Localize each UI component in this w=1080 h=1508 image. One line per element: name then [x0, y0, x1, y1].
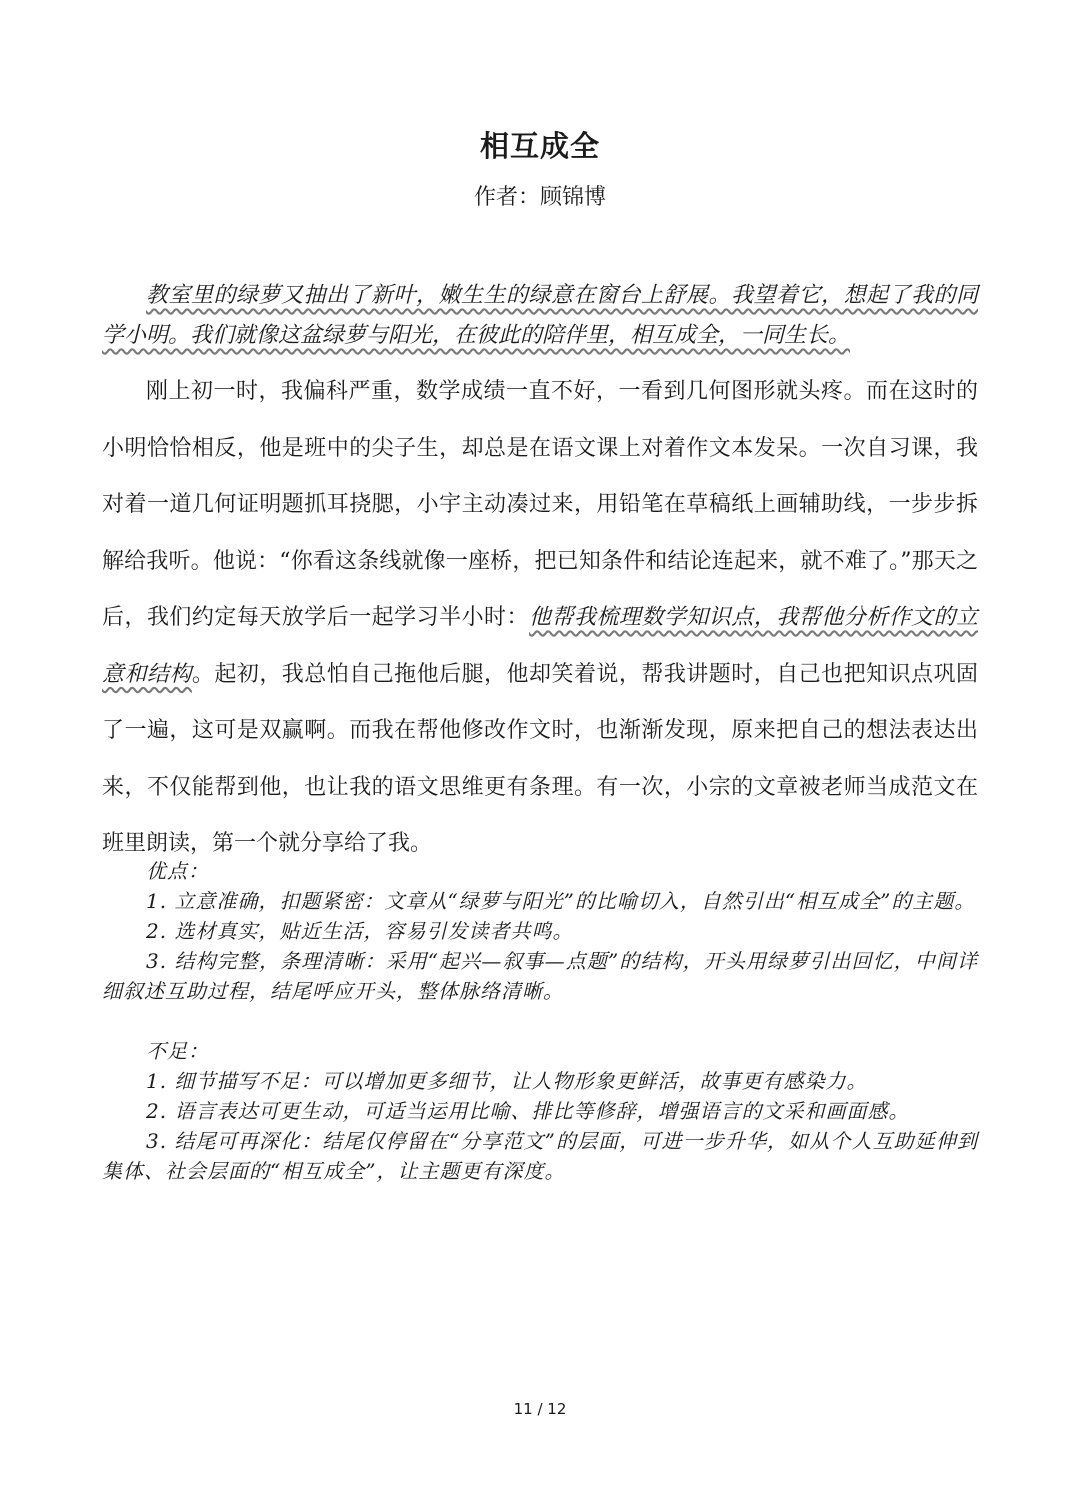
- strength-item-3: 3. 结构完整，条理清晰：采用“起兴—叙事—点题”的结构，开头用绿萝引出回忆，中间详细叙述互助过程，结尾呼应开头，整体脉络清晰。: [102, 949, 978, 1003]
- essay-body: [102, 276, 978, 873]
- strength-item-1: 1. 立意准确，扣题紧密：文章从“绿萝与阳光”的比喻切入，自然引出“相互成全”的主题。: [146, 889, 976, 913]
- section-gap: [102, 1006, 978, 1036]
- review-section: [102, 856, 978, 1186]
- body-highlight: 他帮我梳理数学知识点，我帮他分析作文的立意和结构: [102, 605, 978, 687]
- essay-author: 作者：顾锦博: [473, 185, 606, 210]
- intro-paragraph: [102, 276, 978, 356]
- intro-highlight: 教室里的绿萝又抽出了新叶，嫩生生的绿意在窗台上舒展。我望着它，想起了我的同学小明。我们就像这盆绿萝与阳光，在彼此的陪伴里，相互成全，一同生长。: [102, 283, 978, 348]
- weakness-item-3: 3. 结尾可再深化：结尾仅停留在“分享范文”的层面，可进一步升华，如从个人互助延伸到集体、社会层面的“相互成全”，让主题更有深度。: [102, 1129, 978, 1183]
- page-number: 11 / 12: [513, 1400, 567, 1418]
- weakness-item-2: 2. 语言表达可更生动，可适当运用比喻、排比等修辞，增强语言的文采和画面感。: [146, 1099, 910, 1123]
- strengths-heading: 优点：: [146, 859, 209, 883]
- weaknesses-heading: 不足：: [146, 1039, 209, 1063]
- main-paragraph: [102, 364, 978, 873]
- weakness-item-1: 1. 细节描写不足：可以增加更多细节，让人物形象更鲜活，故事更有感染力。: [146, 1069, 868, 1093]
- strength-item-2: 2. 选材真实，贴近生活，容易引发读者共鸣。: [146, 919, 574, 943]
- body-part-2: 。起初，我总怕自己拖他后腿，他却笑着说，帮我讲题时，自己也把知识点巩固了一遍，这可是双赢啊。而我在帮他修改作文时，也渐渐发现，原来把自己的想法表达出来，不仅能帮到他，也让我的语文思维更有条理。有一次，小宗的文章被老师当成范文在班里朗读，第一个就分享给了我。: [102, 661, 978, 856]
- essay-title: 相互成全: [479, 129, 600, 163]
- body-part-1: 刚上初一时，我偏科严重，数学成绩一直不好，一看到几何图形就头疼。而在这时的小明恰恰相反，他是班中的尖子生，却总是在语文课上对着作文本发呆。一次自习课，我对着一道几何证明题抓耳挠腮，小宇主动凑过来，用铅笔在草稿纸上画辅助线，一步步拆解给我听。他说：“你看这条线就像一座桥，把已知条件和结论连起来，就不难了。”那天之后，我们约定每天放学后一起学习半小时：: [102, 379, 978, 630]
